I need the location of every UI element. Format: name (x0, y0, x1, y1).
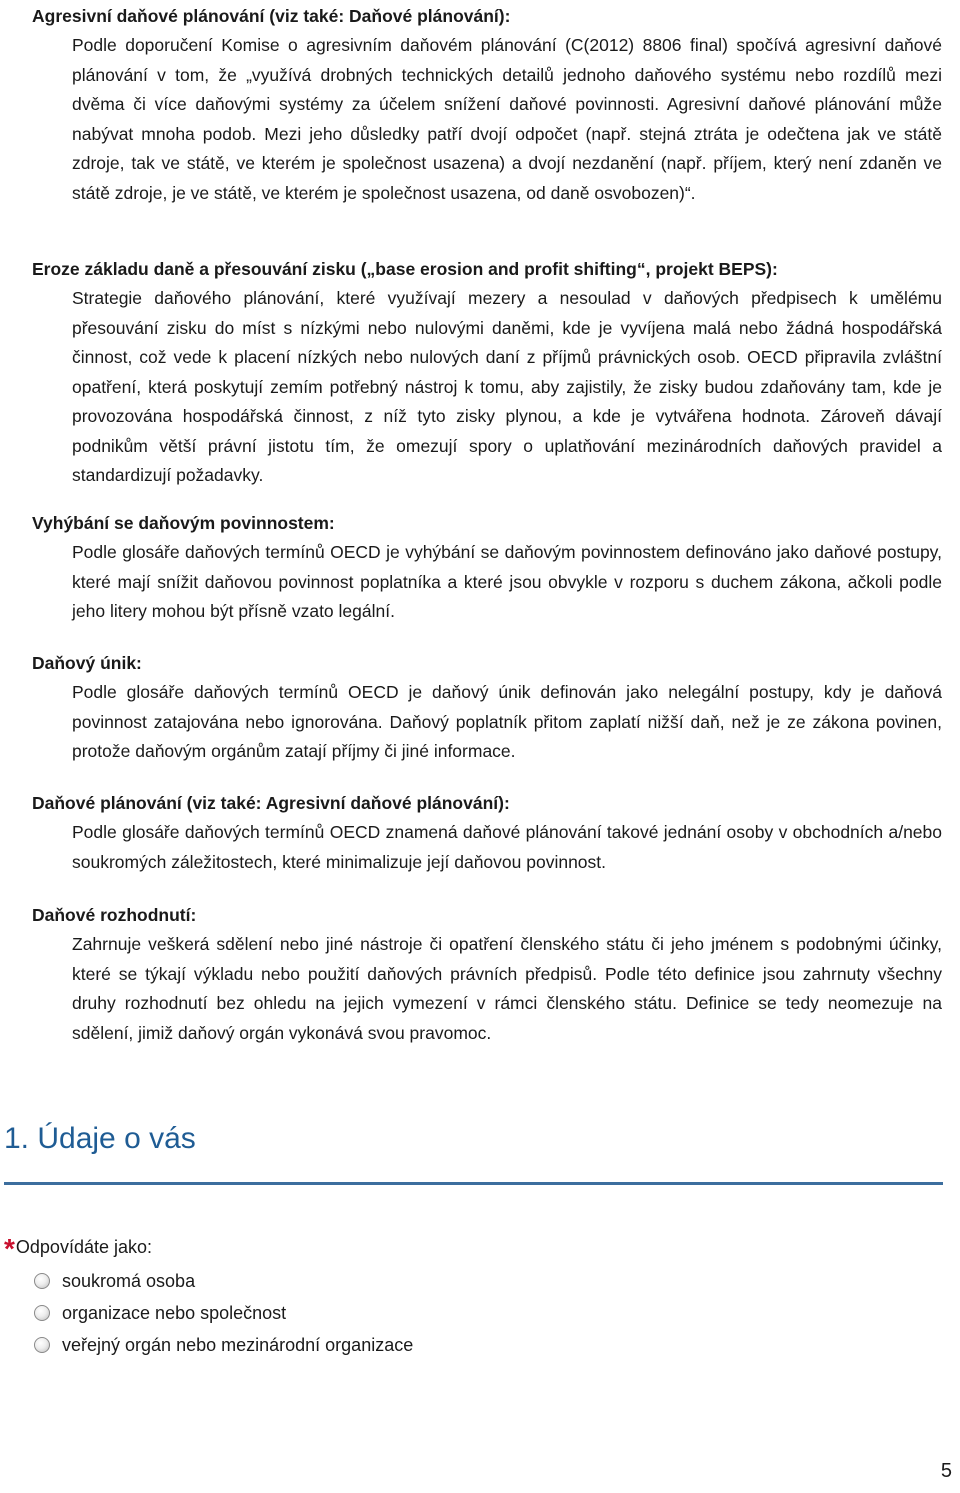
glossary-term: Vyhýbání se daňovým povinnostem: (32, 513, 335, 533)
radio-option-label[interactable]: soukromá osoba (62, 1270, 196, 1291)
glossary-entry-tax-evasion (32, 648, 942, 767)
glossary-definition: Podle doporučení Komise o agresivním daňovém plánování (C(2012) 8806 final) spočívá agresivní daňové plánování v tom, že „využívá drobných technických detailů jednoho daňového systému nebo rozdílů mezi dvěma či více daňovými systémy za účelem snížení daňové povinnosti. Agresivní daňové plánování může nabývat mnoha podob. Mezi jeho důsledky patří dvojí odpočet (např. stejná ztráta je odečtena jak ve státě zdroje, tak ve státě, ve kterém je společnost usazena) a dvojí nezdanění (např. příjem, který není zdaněn ve státě zdroje, je ve státě, ve kterém je společnost usazena, od daně osvobozen)“. (72, 35, 942, 203)
radio-option-private-person[interactable] (34, 1268, 195, 1294)
glossary-definition: Podle glosáře daňových termínů OECD je daňový únik definován jako nelegální postupy, kdy je daňová povinnost zatajována nebo ignorována. Daňový poplatník přitom zaplatí nižší daň, než je ze zákona povinen, protože daňovým orgánům zatají příjmy či jiné informace. (72, 682, 942, 761)
glossary-entry-aggressive-tax-planning (32, 1, 942, 208)
glossary-definition: Podle glosáře daňových termínů OECD znamená daňové plánování takové jednání osoby v obchodních a/nebo soukromých záležitostech, které minimalizuje její daňovou povinnost. (72, 822, 942, 872)
glossary-definition: Podle glosáře daňových termínů OECD je vyhýbání se daňovým povinnostem definováno jako daňové postupy, které mají snížit daňovou povinnost poplatníka a které jsou obvykle v rozporu s duchem zákona, ačkoli podle jeho litery mohou být přísně vzato legální. (72, 542, 942, 621)
glossary-entry-tax-ruling (32, 900, 942, 1048)
glossary-definition: Zahrnuje veškerá sdělení nebo jiné nástroje či opatření členského státu či jeho jménem s podobnými účinky, které se týkají výkladu nebo použití daňových právních předpisů. Podle této definice jsou zahrnuty všechny druhy rozhodnutí bez ohledu na jejich vymezení v rámci členského státu. Definice se tedy neomezuje na sdělení, jimiž daňový orgán vykonává svou pravomoc. (72, 934, 942, 1043)
glossary-term: Agresivní daňové plánování (viz také: Daňové plánování): (32, 6, 511, 26)
page-number: 5 (940, 1460, 952, 1482)
question-text: Odpovídáte jako: (15, 1237, 152, 1257)
radio-option-label[interactable]: veřejný orgán nebo mezinárodní organizace (62, 1334, 414, 1355)
glossary-entry-tax-planning (32, 788, 942, 877)
radio-button[interactable] (34, 1273, 50, 1289)
radio-button[interactable] (34, 1337, 50, 1353)
radio-option-public-body[interactable] (34, 1332, 413, 1358)
radio-option-organisation[interactable] (34, 1300, 286, 1326)
glossary-term: Eroze základu daně a přesouvání zisku („base erosion and profit shifting“, projekt BEPS): (32, 259, 778, 279)
section-divider (4, 1182, 943, 1185)
question-label (4, 1232, 152, 1264)
glossary-entry-beps (32, 254, 942, 491)
glossary-term: Daňový únik: (32, 653, 142, 673)
glossary-entry-tax-avoidance (32, 508, 942, 627)
section-title: 1. Údaje o vás (4, 1122, 196, 1155)
required-marker: * (4, 1233, 15, 1264)
glossary-definition: Strategie daňového plánování, které využívají mezery a nesoulad v daňových předpisech k umělému přesouvání zisku do míst s nízkými nebo nulovými daněmi, kde je vyvíjena malá nebo žádná hospodářská činnost, což vede k placení nízkých nebo nulových daní z příjmů právnických osob. OECD připravila zvláštní opatření, která poskytují zemím potřebný nástroj k tomu, aby zajistily, že zisky budou zdaňovány tam, kde je provozována hospodářská činnost, z níž tyto zisky plynou, a kde je vytvářena hodnota. Zároveň dávají podnikům větší právní jistotu tím, že omezují spory o uplatňování mezinárodních daňových pravidel a standardizují požadavky. (72, 288, 942, 485)
glossary-term: Daňové rozhodnutí: (32, 905, 197, 925)
radio-option-label[interactable]: organizace nebo společnost (62, 1302, 287, 1323)
glossary-term: Daňové plánování (viz také: Agresivní daňové plánování): (32, 793, 510, 813)
radio-button[interactable] (34, 1305, 50, 1321)
